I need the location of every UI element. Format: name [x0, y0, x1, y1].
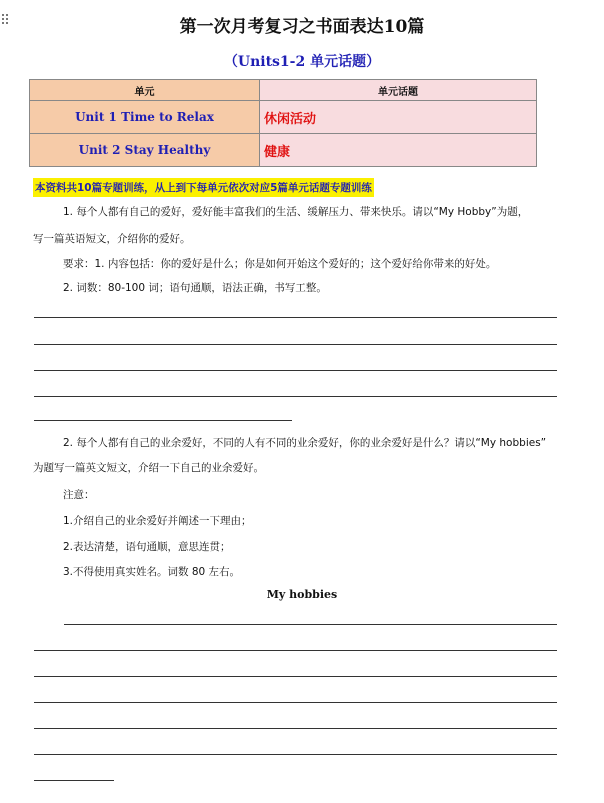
- writing-line[interactable]: [34, 754, 557, 755]
- table-cell-topic: 健康: [260, 134, 537, 167]
- writing-line[interactable]: [34, 702, 557, 703]
- task1-prompt-line2: 写一篇英语短文，介绍你的爱好。: [33, 233, 191, 245]
- task2-note3: 3.不得使用真实姓名。词数 80 左右。: [63, 566, 241, 578]
- table-cell-topic: 休闲活动: [260, 101, 537, 134]
- task2-note1: 1.介绍自己的业余爱好并阐述一下理由；: [63, 515, 252, 527]
- task1-requirement2: 2. 词数：80-100 词；语句通顺，语法正确，书写工整。: [63, 282, 327, 294]
- writing-line[interactable]: [34, 650, 557, 651]
- highlighted-note: 本资料共10篇专题训练，从上到下每单元依次对应5篇单元话题专题训练: [33, 178, 374, 197]
- writing-line[interactable]: [34, 676, 557, 677]
- table-header-row: [30, 80, 537, 101]
- essay-title: My hobbies: [266, 588, 338, 601]
- page-title: 第一次月考复习之书面表达10篇: [179, 17, 425, 37]
- unit-topic-table: [29, 79, 537, 167]
- table-row: [30, 134, 537, 167]
- writing-line[interactable]: [34, 420, 292, 421]
- table-cell-unit: Unit 1 Time to Relax: [30, 101, 260, 134]
- writing-line[interactable]: [34, 317, 557, 318]
- task2-note-label: 注意：: [63, 489, 95, 501]
- task2-prompt-line2: 为题写一篇英文短文，介绍一下自己的业余爱好。: [33, 462, 264, 474]
- table-header-unit: 单元: [30, 80, 260, 101]
- table-header-topic: 单元话题: [260, 80, 537, 101]
- table-row: [30, 101, 537, 134]
- writing-line[interactable]: [34, 344, 557, 345]
- writing-line[interactable]: [34, 780, 114, 781]
- table-cell-unit: Unit 2 Stay Healthy: [30, 134, 260, 167]
- task1-prompt-line1: 1. 每个人都有自己的爱好，爱好能丰富我们的生活、缓解压力、带来快乐。请以“My Hobby”为题，: [63, 206, 529, 218]
- page-subtitle: （Units1-2 单元话题）: [223, 54, 381, 70]
- writing-line[interactable]: [64, 624, 557, 625]
- task2-prompt-line1: 2. 每个人都有自己的业余爱好，不同的人有不同的业余爱好，你的业余爱好是什么？请以“My hobbies”: [63, 437, 547, 449]
- task1-requirement1: 要求：1. 内容包括：你的爱好是什么；你是如何开始这个爱好的；这个爱好给你带来的好处。: [63, 258, 497, 270]
- writing-line[interactable]: [34, 370, 557, 371]
- task2-note2: 2.表达清楚，语句通顺，意思连贯；: [63, 541, 231, 553]
- writing-line[interactable]: [34, 396, 557, 397]
- writing-line[interactable]: [34, 728, 557, 729]
